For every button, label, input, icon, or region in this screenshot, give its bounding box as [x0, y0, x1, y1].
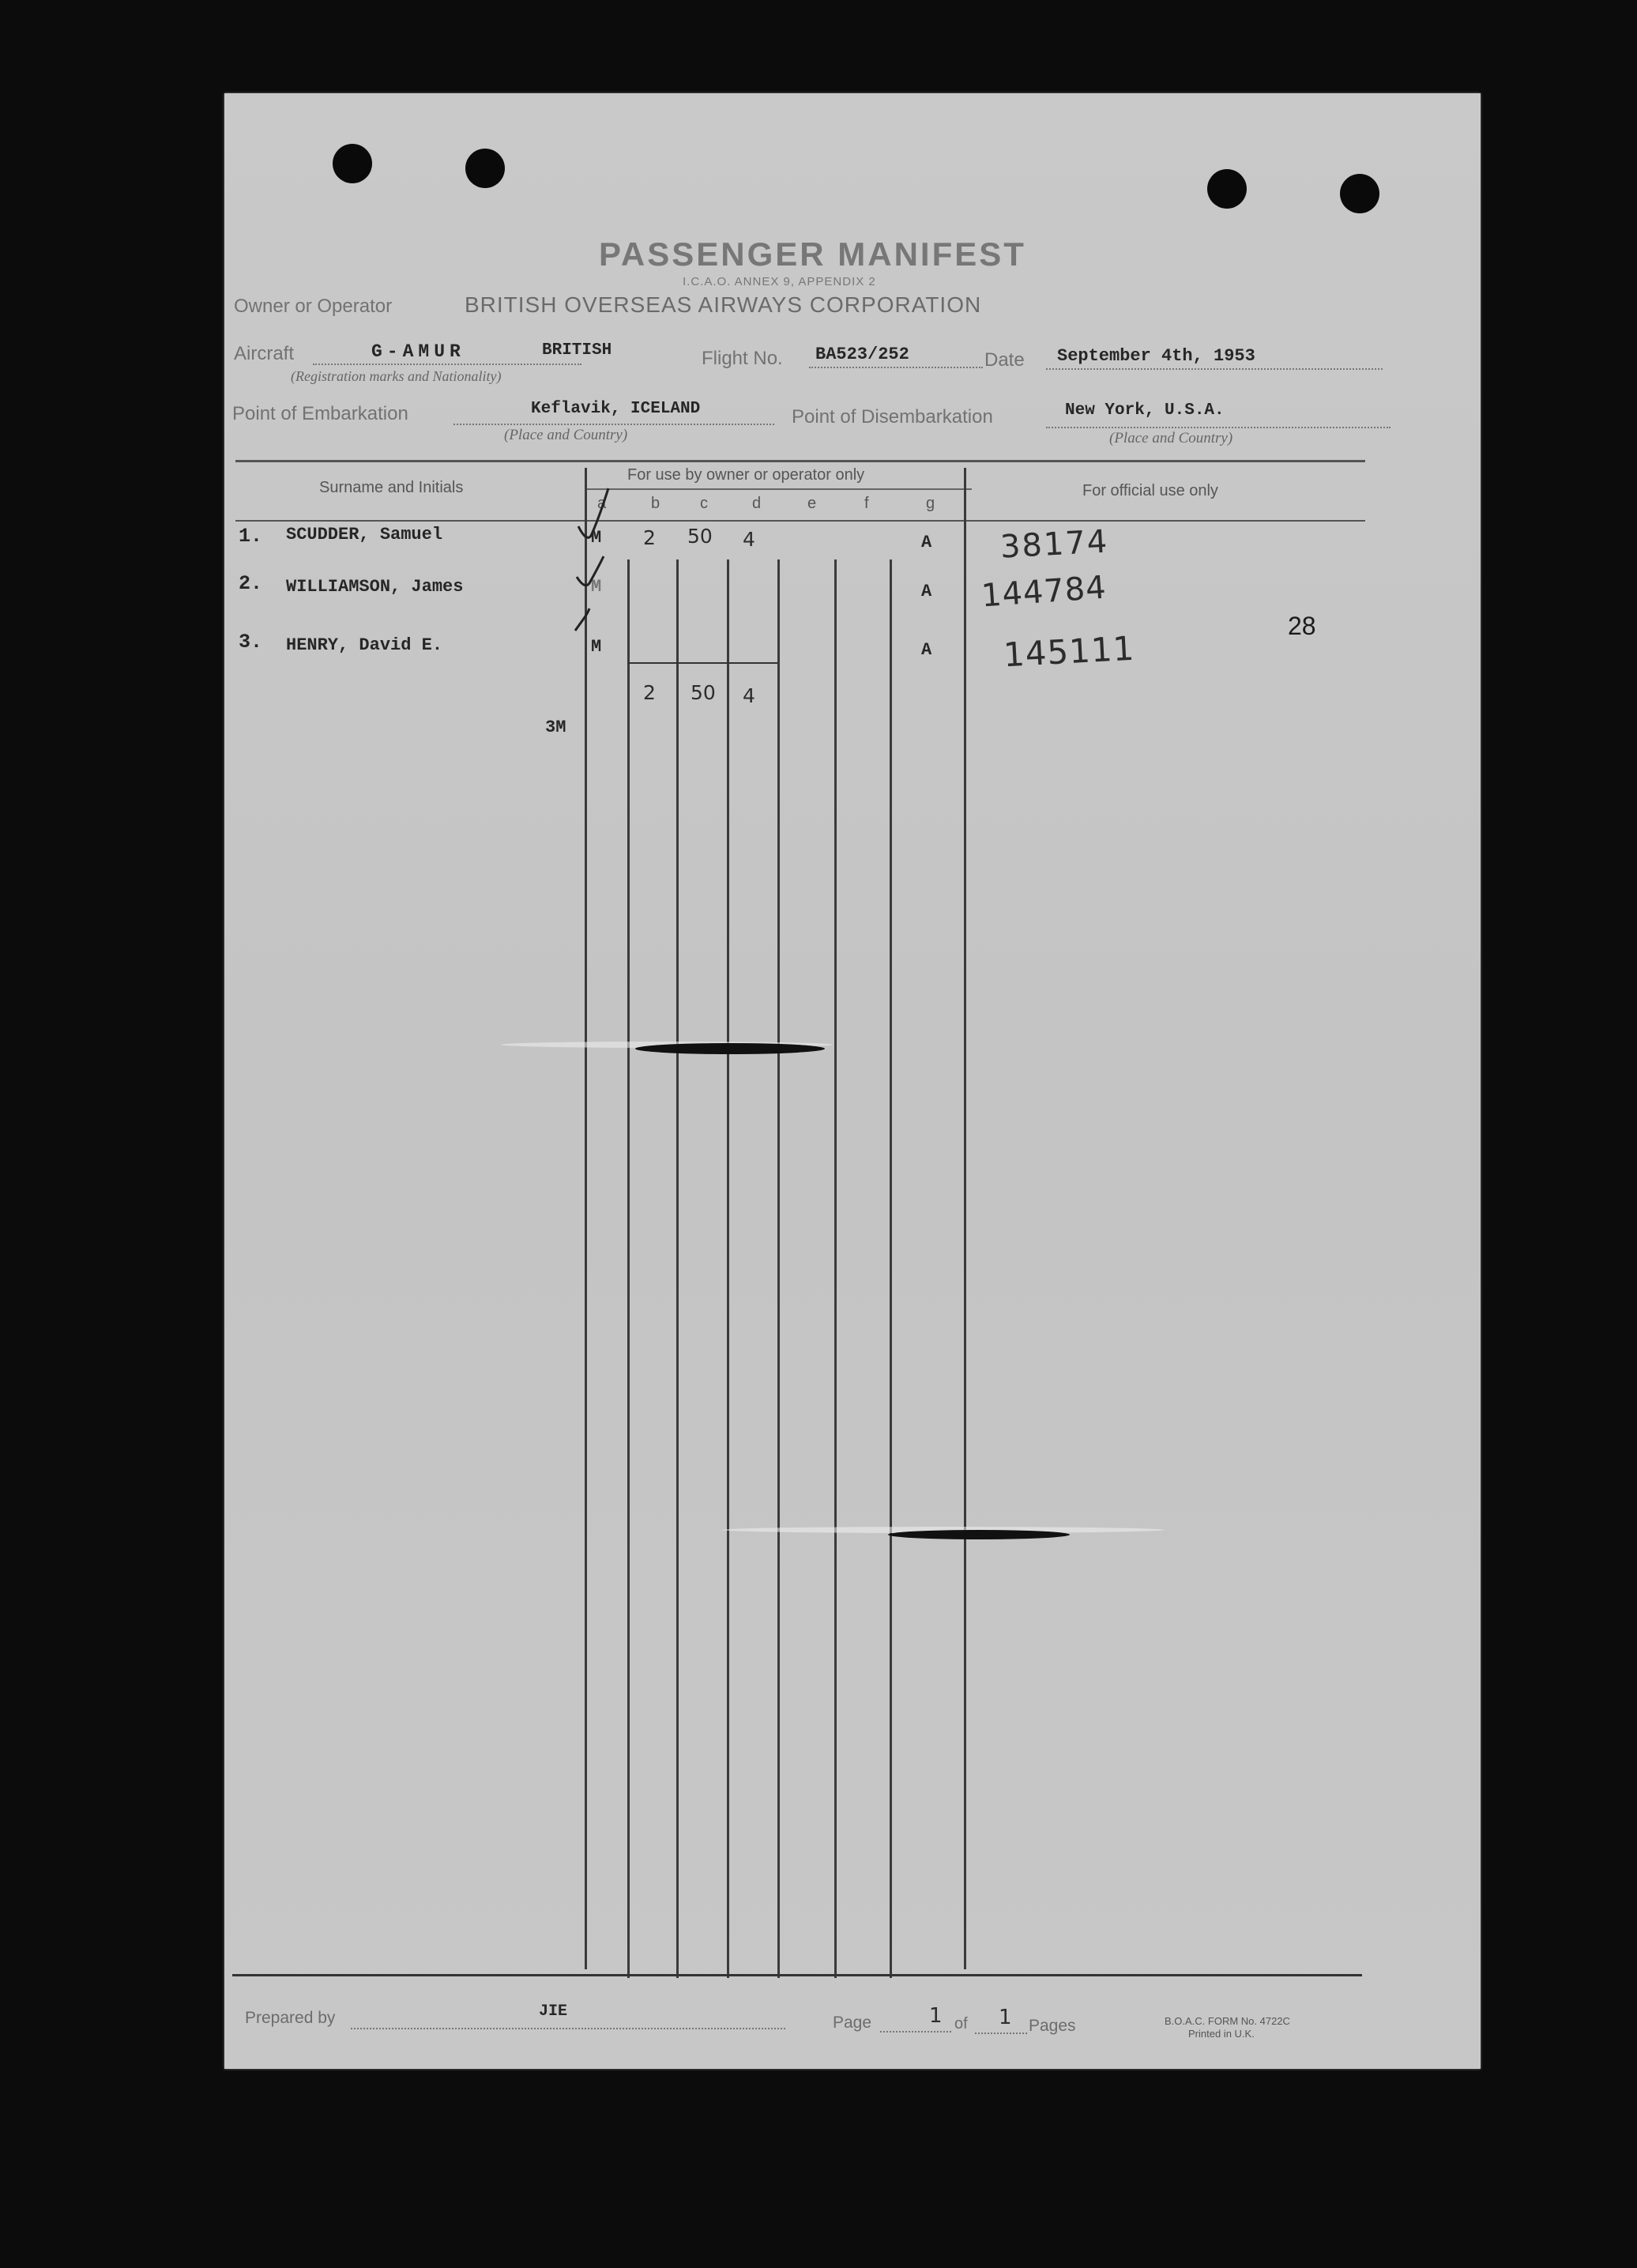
total-d: 4 — [743, 684, 755, 707]
footer-rule — [232, 1974, 1362, 1976]
column-rule — [676, 559, 679, 1978]
flight-label: Flight No. — [702, 348, 783, 369]
owner-value: BRITISH OVERSEAS AIRWAYS CORPORATION — [465, 292, 982, 317]
of-underline — [975, 2033, 1027, 2034]
column-letter-a: a — [597, 495, 607, 512]
punch-hole — [333, 144, 372, 183]
page-value: 1 — [929, 2004, 943, 2028]
disembarkation-caption: (Place and Country) — [1109, 430, 1233, 446]
punch-hole — [465, 149, 505, 188]
row-number: 3. — [239, 631, 263, 654]
total-b: 2 — [643, 681, 656, 704]
official-number: 144784 — [980, 569, 1108, 615]
total-label: 3M — [545, 718, 566, 737]
column-rule — [727, 559, 729, 1978]
flight-underline — [809, 367, 983, 368]
form-title: PASSENGER MANIFEST — [599, 235, 1026, 273]
of-label: of — [954, 2015, 968, 2033]
column-letter-g: g — [926, 495, 935, 512]
passenger-name: SCUDDER, Samuel — [286, 525, 443, 544]
name-column-header: Surname and Initials — [319, 479, 464, 496]
page-label: Page — [833, 2014, 872, 2032]
cell-c: 50 — [687, 525, 713, 548]
column-rule — [627, 559, 630, 1978]
punch-hole — [1207, 169, 1247, 209]
aircraft-registration: G-AMUR — [371, 341, 465, 362]
cell-a: M — [591, 637, 602, 657]
column-rule — [777, 559, 780, 1978]
embarkation-underline — [453, 424, 774, 425]
table-top-rule — [235, 460, 1365, 462]
aircraft-caption: (Registration marks and Nationality) — [291, 368, 502, 384]
smudge — [888, 1530, 1070, 1539]
cell-g: A — [921, 582, 932, 601]
disembarkation-underline — [1046, 427, 1391, 428]
passenger-name: WILLIAMSON, James — [286, 577, 464, 597]
owner-use-header: For use by owner or operator only — [627, 466, 865, 484]
prepared-label: Prepared by — [245, 2009, 336, 2027]
cell-d: 4 — [743, 528, 755, 551]
official-number: 38174 — [999, 523, 1110, 566]
official-use-header: For official use only — [1082, 482, 1218, 499]
column-rule — [890, 559, 892, 1978]
owner-label: Owner or Operator — [234, 296, 393, 317]
disembarkation-value: New York, U.S.A. — [1065, 401, 1225, 420]
column-letter-f: f — [864, 495, 869, 512]
aircraft-nationality: BRITISH — [542, 341, 612, 360]
punch-hole — [1340, 174, 1379, 213]
cell-a: M — [591, 528, 602, 548]
pages-label: Pages — [1029, 2017, 1076, 2035]
embarkation-label: Point of Embarkation — [232, 403, 408, 424]
passenger-name: HENRY, David E. — [286, 635, 443, 655]
date-label: Date — [984, 349, 1025, 371]
column-rule — [834, 559, 837, 1978]
column-rule — [964, 468, 966, 1969]
prepared-underline — [351, 2028, 785, 2029]
row-number: 1. — [239, 525, 263, 548]
column-letter-c: c — [700, 495, 708, 512]
totals-rule — [627, 662, 777, 664]
embarkation-value: Keflavik, ICELAND — [531, 400, 701, 418]
column-letter-b: b — [651, 495, 660, 512]
aircraft-label: Aircraft — [234, 343, 295, 364]
prepared-value: JIE — [539, 2002, 568, 2021]
column-rule — [585, 468, 587, 1969]
manifest-sheet — [224, 93, 1481, 2069]
cell-g: A — [921, 533, 932, 552]
margin-note: 28 — [1288, 612, 1316, 640]
embarkation-caption: (Place and Country) — [504, 427, 628, 443]
column-letter-e: e — [807, 495, 817, 512]
column-letter-d: d — [752, 495, 762, 512]
flight-number: BA523/252 — [815, 345, 909, 364]
of-value: 1 — [999, 2006, 1012, 2029]
owner-header-rule — [585, 488, 972, 490]
form-reference: I.C.A.O. ANNEX 9, APPENDIX 2 — [683, 275, 876, 288]
official-number: 145111 — [1002, 628, 1136, 675]
disembarkation-label: Point of Disembarkation — [792, 406, 993, 428]
smudge — [635, 1043, 825, 1054]
page-underline — [880, 2031, 951, 2033]
cell-b: 2 — [643, 526, 656, 549]
aircraft-underline — [313, 364, 581, 365]
cell-g: A — [921, 640, 932, 660]
date-value: September 4th, 1953 — [1057, 346, 1255, 366]
header-bottom-rule — [235, 520, 1365, 522]
total-c: 50 — [691, 681, 716, 704]
row-number: 2. — [239, 572, 263, 595]
cell-a: M — [591, 577, 602, 597]
form-number: B.O.A.C. FORM No. 4722C — [1165, 2015, 1290, 2027]
printed-in: Printed in U.K. — [1188, 2028, 1255, 2040]
check-marks — [572, 480, 635, 670]
date-underline — [1046, 368, 1383, 370]
